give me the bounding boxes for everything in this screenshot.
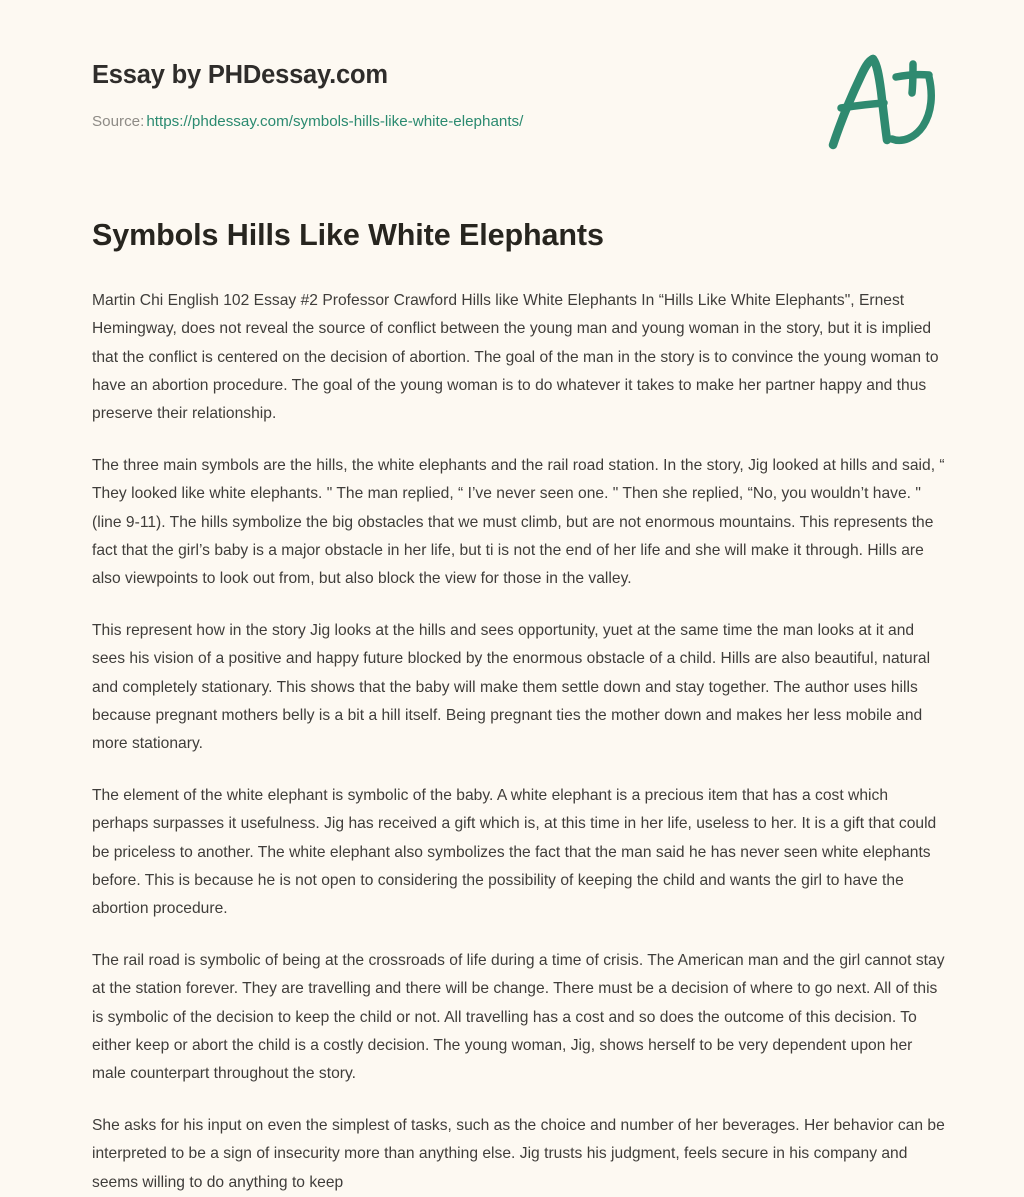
essay-body [0,254,1024,1197]
source-url-link[interactable]: https://phdessay.com/symbols-hills-like-white-elephants/ [146,112,524,130]
essay-paragraph: She asks for his input on even the simplest of tasks, such as the choice and number of her beverages. Her behavior can be interpreted to be a sign of insecurity more than anything else. Jig trusts his judgment, feels secure in his company and seems willing to do anything to keep [92,1117,945,1191]
essay-paragraph: Martin Chi English 102 Essay #2 Professor Crawford Hills like White Elephants In “Hills Like White Elephants", Ernest Hemingway, does not reveal the source of conflict between the young man and young woman in the story, but it is implied that the conflict is centered on the decision of abortion. The goal of the man in the story is to convince the young woman to have an abortion procedure. The goal of the young woman is to do whatever it takes to make her partner happy and thus preserve their relationship. [92,292,939,422]
page-title: Symbols Hills Like White Elephants [92,218,604,252]
aplus-logo-icon [816,46,946,156]
source-label: Source: [92,112,145,130]
page-header [0,0,1024,180]
source-line [92,111,932,132]
essay-paragraph: The element of the white elephant is symbolic of the baby. A white elephant is a precious item that has a cost which perhaps surpasses it usefulness. Jig has received a gift which is, at this time in her life, useless to her. It is a gift that could be priceless to another. The white elephant also symbolizes the fact that the man said he has never seen white elephants before. This is because he is not open to considering the possibility of keeping the child and wants the girl to have the abortion procedure. [92,787,937,917]
essay-paragraph: The three main symbols are the hills, the white elephants and the rail road station. In the story, Jig looked at hills and said, “ They looked like white elephants. " The man replied, “ I’ve never seen one. " Then she replied, “No, you wouldn’t have. " (line 9-11). The hills symbolize the big obstacles that we must climb, but are not enormous mountains. This represents the fact that the girl’s baby is a major obstacle in her life, but ti is not the end of her life and she will make it through. Hills are also viewpoints to look out from, but also block the view for those in the valley. [92,457,945,587]
brand-title: Essay by PHDessay.com [92,61,388,89]
essay-paragraph: This represent how in the story Jig looks at the hills and sees opportunity, yuet at the same time the man looks at it and sees his vision of a positive and happy future blocked by the enormous obstacle of a child. Hills are also beautiful, natural and completely stationary. This shows that the baby will make them settle down and stay together. The author uses hills because pregnant mothers belly is a bit a hill itself. Being pregnant ties the mother down and makes her less mobile and more stationary. [92,622,931,752]
essay-paragraph: The rail road is symbolic of being at the crossroads of life during a time of crisis. The American man and the girl cannot stay at the station forever. They are travelling and there will be change. There must be a decision of where to go next. All of this is symbolic of the decision to keep the child or not. All travelling has a cost and so does the outcome of this decision. To either keep or abort the child is a costly decision. The young woman, Jig, shows herself to be very dependent upon her male counterpart throughout the story. [92,952,945,1082]
